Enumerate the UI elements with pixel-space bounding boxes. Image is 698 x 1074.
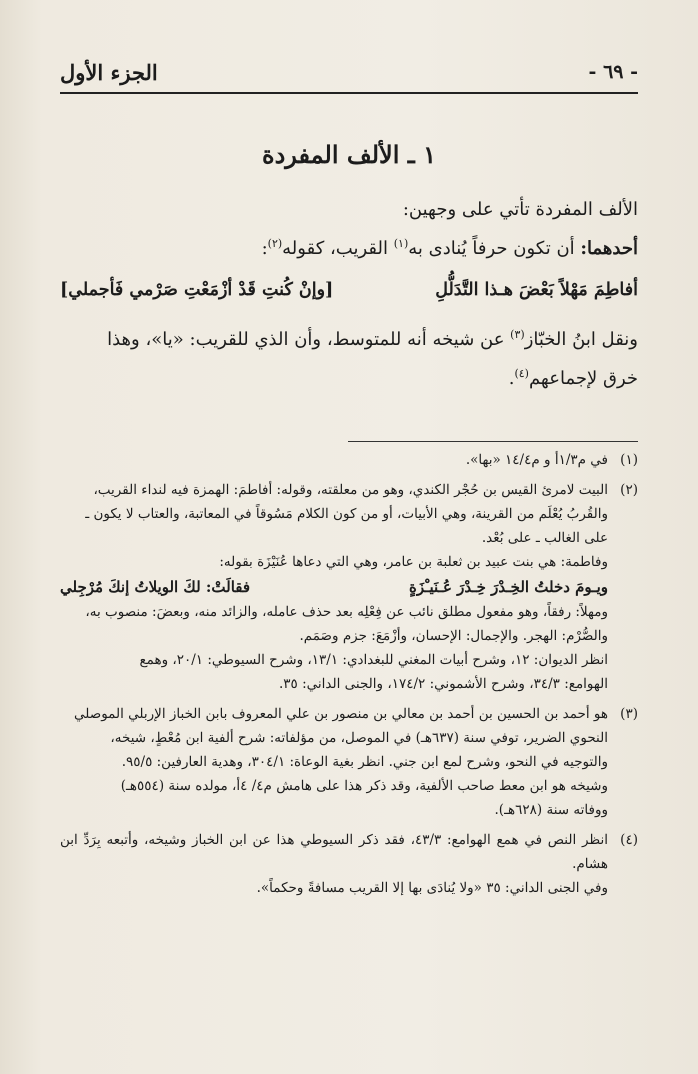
footnote-ref-4: (٤) [514, 367, 529, 380]
footnote-number: (٢) [620, 482, 638, 498]
footnote-number: (٤) [620, 832, 638, 848]
running-head-part: الجزء الأول [60, 59, 158, 85]
footnote-verse [60, 574, 608, 600]
page-header [60, 52, 638, 92]
footnote-number: (٣) [620, 706, 638, 722]
footnote-text: وفاطمة: هي بنت عبيد بن ثعلبة بن عامر، وهي التي دعاها عُنَيْزَة بقوله: [219, 554, 608, 570]
footnote-text: هو أحمد بن الحسين بن أحمد بن معالي بن منصور بن علي المعروف بابن الخباز الإربلي الموصلي [74, 706, 608, 722]
main-text [60, 140, 638, 398]
verse-first-hemistich: أفاطِمَ مَهْلاً بَعْضَ هـذا التَّدَلُّلِ [435, 280, 638, 300]
body-line-3: ونقل ابنُ الخبّاز$^{(٣)}$ عن شيخه أنه للمتوسط، وأن الذي للقريب: «يا»، وهذا [107, 328, 638, 350]
body-line-2: أحدهما: أن تكون حرفاً يُنادى به$^{(١)}$ القريب، كقوله$^{(٢)}$: [261, 237, 638, 259]
footnote-text: في م١/٣أ و م١٤/٤ «بها». [465, 452, 608, 468]
footnote-text: وفي الجنى الداني: ٣٥ «ولا يُنادَى بها إلا القريب مسافةً وحكماً». [256, 880, 608, 896]
footnote-ref-3: (٣) [510, 328, 525, 341]
footnotes [60, 448, 638, 906]
footnote-text: انظر النص في همع الهوامع: ٤٣/٣، فقد ذكر السيوطي هذا عن ابن الخباز وشيخه، وأتبعه بِرَدِّ ابن هشام. [60, 832, 608, 872]
footnote-text: ووفاته سنة (٦٢٨هـ). [494, 802, 608, 818]
footnote-3 [60, 702, 638, 822]
footnote-text: النحوي الضرير، توفي سنة (٦٣٧هـ) في الموصل، من مؤلفاته: شرح ألفية ابن مُعْطٍ، شيخه، [110, 730, 608, 746]
footnote-ref-2: (٢) [267, 237, 283, 250]
footnote-text: البيت لامرئ القيس بن حُجْر الكندي، وهو من معلقته، وقوله: أفاطمَ: الهمزة فيه لنداء القريب، [93, 482, 608, 498]
footnote-text: على الغالب ـ على بُعْد. [481, 530, 608, 546]
footnote-verse-second-hemistich: فقالَتْ: لكَ الويلاتُ إنكَ مُرْجِلي [60, 578, 251, 596]
verse-second-hemistich: [وإنْ كُنتِ قَدْ أزْمَعْتِ صَرْمي فَأجملي] [60, 280, 334, 300]
body-line-1: الألف المفردة تأتي على وجهين: [402, 199, 638, 220]
section-title: ١ ـ الألف المفردة [262, 140, 436, 169]
footnote-verse-first-hemistich: ويـومَ دخلتُ الخِـدْرَ خِـدْرَ عُـنَيـْزَةٍ [408, 578, 608, 596]
page-number: - ٦٩ - [588, 61, 638, 83]
footnote-text: والقُربُ يُعْلَم من القرينة، وهي الأبيات، أو من كون الكلام مَسُوقاً في المعاتبة، والعتاب لا يكون ـ [85, 506, 608, 522]
footnote-2 [60, 478, 638, 696]
poetry-verse [60, 274, 638, 306]
footnote-text: ومهلاً: رفقاً، وهو مفعول مطلق نائب عن فِعْلِه بعد حذف عامله، والزائد منه، وبعضَ: منصوب به، [85, 604, 608, 620]
footnote-number: (١) [620, 452, 638, 468]
footnote-text: والصُّرْم: الهجر. والإجمال: الإحسان، وأزْمَعَ: جزم وصَمَم. [299, 628, 608, 644]
footnote-text: وشيخه هو ابن معط صاحب الألفية، وقد ذكر هذا على هامش م٤/ ٤أ، مولده سنة (٥٥٤هـ) [120, 778, 608, 794]
footnote-4 [60, 828, 638, 900]
body-line-4: خرق لإجماعهم$^{(٤)}$. [508, 367, 638, 389]
first-case-label: أحدهما: [580, 238, 638, 259]
footnote-text: الهوامع: ٣٤/٣، وشرح الأشموني: ١٧٤/٢، والجنى الداني: ٣٥. [278, 676, 608, 692]
footnote-text: انظر الديوان: ١٢، وشرح أبيات المغني للبغدادي: ١٣/١، وشرح السيوطي: ٢٠/١، وهمع [139, 652, 608, 668]
footnote-ref-1: (١) [393, 237, 409, 250]
footnote-text: والتوجيه في النحو، وشرح لمع ابن جني. انظر بغية الوعاة: ٣٠٤/١، وهدية العارفين: ٩٥/٥. [121, 754, 608, 770]
header-rule [60, 92, 638, 94]
footnote-1 [60, 448, 638, 472]
footnote-separator [348, 441, 638, 442]
